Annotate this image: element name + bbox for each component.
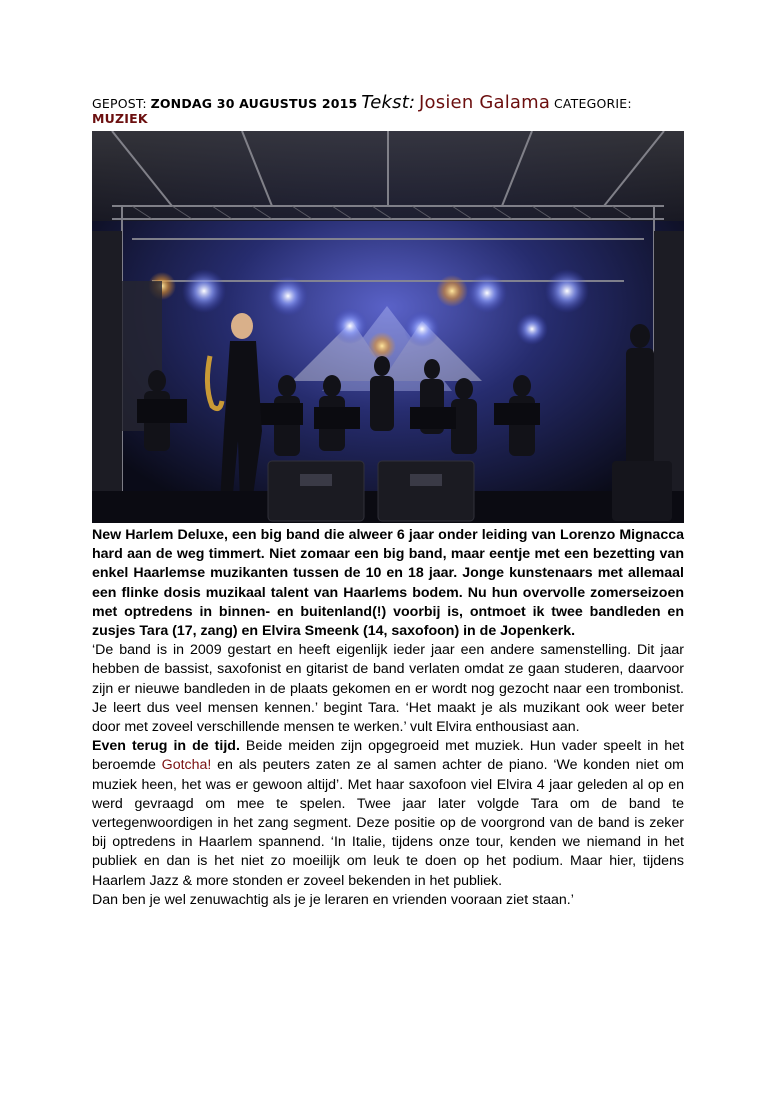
gotcha-link[interactable]: Gotcha!: [161, 757, 212, 774]
category-link[interactable]: MUZIEK: [92, 111, 148, 126]
article-paragraph-2: [92, 737, 684, 891]
article-paragraph-1: ‘De band is in 2009 gestart en heeft eigenlijk ieder jaar een andere samenstelling. Dit jaar hebben de bassist, saxofonist en gitarist de band verlaten omdat ze gaan studeren, daarvoor zijn er nieuwe bandleden in de plaats gekomen en er wordt nog gezocht naar een trombonist. Je leert dus veel mensen kennen.’ begint Tara. ‘Het maakt je als muzikant ook weer beter door met zoveel verschillende mensen te werken.’ vult Elvira enthousiast aan.: [92, 642, 684, 736]
paragraph-2-text-b: en als peuters zaten ze al samen achter de piano. ‘We konden niet om muziek heen, het was er gewoon altijd’. Met haar saxofoon viel Elvira 4 jaar geleden al op en werd gevraagd om mee te spelen. Twee jaar later volgde Tara om de band te vertegenwoordigen in het zang segment. Deze positie op de voorgrond van de band is zeker bij optredens in Haarlem spannend. ‘In Italie, tijdens onze tour, kenden we niemand in het publiek en dan is het niet zo moeilijk om leuk te doen op het podium. Maar hier, tijdens Haarlem Jazz & more stonden er zoveel bekenden in het publiek.: [92, 757, 684, 889]
article-body: [92, 526, 684, 910]
posted-label: GEPOST:: [92, 96, 147, 111]
paragraph-2-text-a: Beide meiden zijn opgegroeid met muziek. Hun vader speelt in het beroemde: [92, 738, 685, 774]
article-paragraph-3: Dan ben je wel zenuwachtig als je je leraren en vrienden vooraan ziet staan.’: [92, 891, 574, 908]
text-label: Tekst:: [361, 92, 416, 113]
article-lead: New Harlem Deluxe, een big band die alweer 6 jaar onder leiding van Lorenzo Mignacca hard aan de weg timmert. Niet zomaar een big band, maar eentje met een bezetting van enkel Haarlemse muzikanten tussen de 10 en 18 jaar. Jonge kunstenaars met allemaal een flinke dosis muzikaal talent van Haarlems bodem. Nu hun overvolle zomerseizoen met optredens in binnen- en buitenland(!) voorbij is, ontmoet ik twee bandleden en zusjes Tara (17, zang) en Elvira Smeenk (14, saxofoon) in de Jopenkerk.: [92, 527, 684, 640]
paragraph-2-intro: Even terug in de tijd.: [92, 738, 240, 755]
post-date: ZONDAG 30 AUGUSTUS 2015: [150, 96, 358, 111]
author-link[interactable]: Josien Galama: [419, 92, 551, 113]
stage-illustration: [92, 131, 684, 523]
category-label: CATEGORIE:: [553, 96, 632, 111]
big-band-on-stage-photo: [92, 131, 684, 523]
post-meta: [92, 92, 684, 126]
